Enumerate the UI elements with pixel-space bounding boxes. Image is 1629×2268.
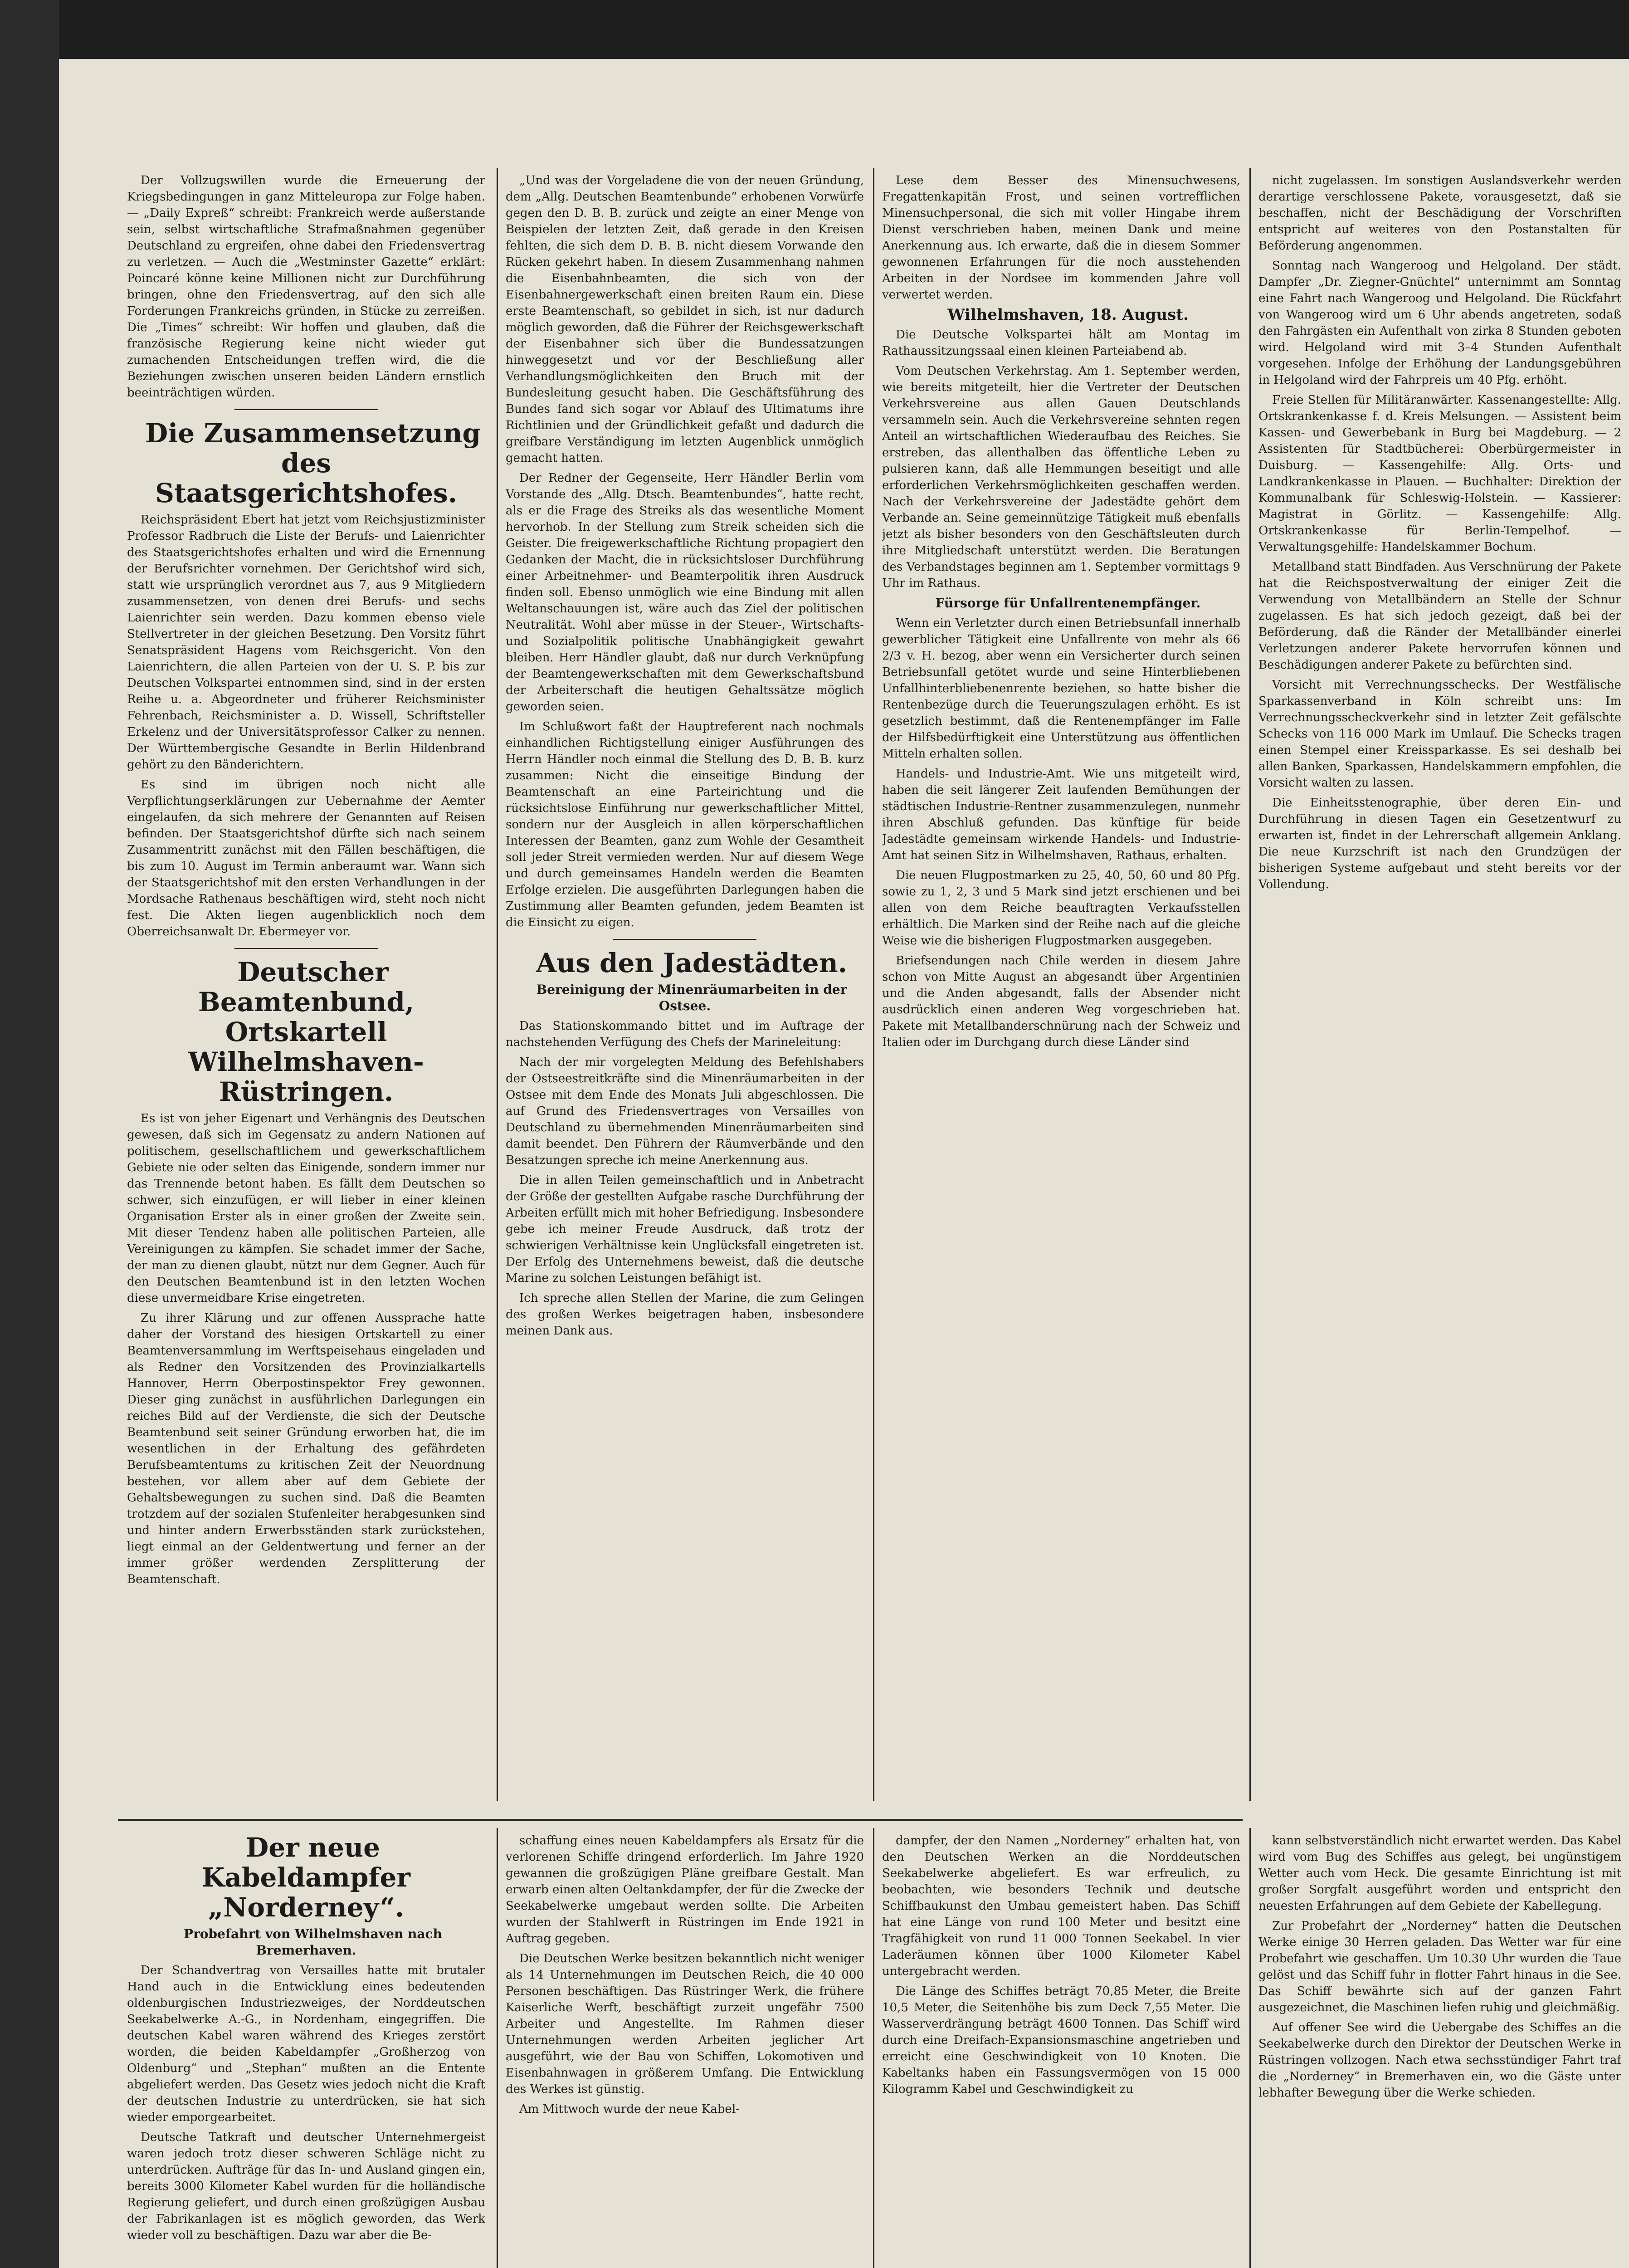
article-text: Briefsendungen nach Chile werden in diesem Jahre schon von Mitte August an abgesandt über Argentinien und die Anden abgesandt, falls der Absender nicht ausdrücklich einen anderen Weg vorgeschrieben hat. Pakete mit Metallbanderschnürung nach der Schweiz und Italien oder im Durchgang durch diese Länder sind	[882, 954, 1240, 1049]
article-text: Der Vollzugswillen wurde die Erneuerung der Kriegsbedingungen in ganz Mitteleuropa zur Folge haben. — „Daily Expreß“ schreibt: Frankreich werde außerstande sein, selbst wirtschaftliche Strafmaßnahmen gegenüber Deutschland zu ergreifen, ohne dabei den Friedensvertrag zu verletzen. — Auch die „Westminster Gazette“ erklärt: Poincaré könne keine Millionen nicht zur Durchführung bringen, ohne den Friedensvertrag, auf den sich alle Forderungen Frankreichs gründen, in Stücke zu zerreißen. Die „Times“ schreibt: Wir hoffen und glauben, daß die französische Regierung keine nicht wieder gut zumachenden Entscheidungen treffen wird, die die Beziehungen zwischen unseren beiden Ländern ernstlich beeinträchtigen würden.	[127, 174, 485, 400]
article-text: Die Länge des Schiffes beträgt 70,85 Meter, die Breite 10,5 Meter, die Seitenhöhe bis zum Deck 7,55 Meter. Die Wasserverdrängung beträgt 4600 Tonnen. Das Schiff wird durch eine Dreifach-Expansionsmaschine angetrieben und erreicht eine Geschwindigkeit von 10 Knoten. Die Kabeltanks haben ein Fassungsvermögen von 15 000 Kilogramm Kabel und Geschwindigkeit zu	[882, 1984, 1240, 2096]
article-text: Vom Deutschen Verkehrstag. Am 1. September werden, wie bereits mitgeteilt, hier die Vertreter der Deutschen Verkehrsvereine aus allen Gauen Deutschlands versammeln sein. Auch die Verkehrsvereine sehnten regen Anteil an wirtschaftlichen Wiederaufbau des Reiches. Sie erstreben, das allenthalben das öffentliche Leben zu pulsieren kann, daß alle Hemmungen beseitigt und alle erforderlichen Verkehrsmöglichkeiten geschaffen werden. Nach der Verkehrsvereine der Jadestädte gehört dem Verbande an. Seine gemeinnützige Tätigkeit muß ebenfalls jetzt als bisher besonders von den Geschäftsleuten durch ihre Mitgliedschaft unterstützt werden. Die Beratungen des Verbandstages beginnen am 1. September vormittags 9 Uhr im Rathaus.	[882, 364, 1240, 590]
article-text: Im Schlußwort faßt der Hauptreferent nach nochmals einhandlichen Richtigstellung einiger Ausführungen des Herrn Händler noch einmal die Stellung des D. B. B. kurz zusammen: Nicht die einseitige Bindung der Beamtenschaft an eine Parteirichtung und die rücksichtslose Einführung nur gewerkschaftlicher Mittel, sondern nur der Ausgleich in allen körperschaftlichen Interessen der Beamten, ganz zum Wohle der Gesamtheit soll jeder Streit vermieden werden. Nur auf diesem Wege und durch gemeinsames Handeln werden die Beamten Erfolge erzielen. Die ausgeführten Darlegungen haben die Zustimmung aller Beamten gefunden, jedem Beamten ist die Einsicht zu eigen.	[506, 720, 864, 929]
subheadline: Fürsorge für Unfallrentenempfänger.	[935, 596, 1201, 611]
article-text: Der Redner der Gegenseite, Herr Händler Berlin vom Vorstande des „Allg. Dtsch. Beamtenbundes“, hatte recht, als er die Frage des Streiks als das wesentliche Moment hervorhob. In der Stellung zum Streik scheiden sich die Geister. Die freigewerkschaftliche Richtung propagiert den Gedanken der Macht, die in rücksichtsloser Durchführung einer Arbeitnehmer- und Beamterpolitik ihren Ausdruck finden soll. Ebenso unmöglich wie eine Bindung mit allen Weltanschauungen ist, wäre auch das Ziel der politischen Neutralität. Wohl aber müsse in der Steuer-, Wirtschafts- und Sozialpolitik politische Unabhängigkeit gewahrt bleiben. Herr Händler glaubt, daß nur durch Verknüpfung der Beamtengewerkschaften mit dem Gewerkschaftsbund der Arbeiterschaft die heutigen Gehaltssätze möglich geworden seien.	[506, 471, 864, 714]
scan-top-border	[0, 0, 1629, 59]
article-text: Der Schandvertrag von Versailles hatte mit brutaler Hand auch in die Entwicklung eines bedeutenden oldenburgischen Industriezweiges, der Norddeutschen Seekabelwerke A.-G., in Nordenham, eingegriffen. Die deutschen Kabel waren während des Krieges zerstört worden, die beiden Kabeldampfer „Großherzog von Oldenburg“ und „Stephan“ mußten an die Entente abgeliefert werden. Das Gesetz wies jedoch nicht die Kraft der deutschen Industrie zu unterdrücken, sie hat sich wieder emporgearbeitet.	[127, 1964, 485, 2124]
column-4	[1258, 172, 1621, 1987]
article-text: Sonntag nach Wangeroog und Helgoland. Der städt. Dampfer „Dr. Ziegner-Gnüchtel“ unternimmt am Sonntag eine Fahrt nach Wangeroog und Helgoland. Die Rückfahrt von Wangeroog wird um 6 Uhr abends angetreten, sodaß den Fahrgästen ein Aufenthalt von zirka 8 Stunden geboten wird. Helgoland wird mit 3–4 Stunden Aufenthalt vorgesehen. Infolge der Erhöhung der Landungsgebühren in Helgoland wird der Fahrpreis um 40 Pfg. erhöht.	[1258, 259, 1621, 387]
dateline: Wilhelmshaven, 18. August.	[947, 306, 1189, 324]
article-text: Wenn ein Verletzter durch einen Betriebsunfall innerhalb gewerblicher Tätigkeit eine Unfallrente von mehr als 66 2/3 v. H. bezog, aber wenn ein Versicherter durch seinen Betriebsunfall getötet wurde und seine Hinterbliebenen Unfallhinterbliebenenrente beziehen, so hatte bisher die Rentenbezüge durch die Teuerungszulagen erhöht. Es ist gesetzlich bestimmt, daß die Rentenempfänger im Falle der Hilfsbedürftigkeit eine Unterstützung aus öffentlichen Mitteln erhalten sollen.	[882, 616, 1240, 761]
headline-beamtenbund: Deutscher Beamtenbund, Ortskartell Wilhelmshaven-Rüstringen.	[188, 957, 424, 1107]
article-text: Die Deutsche Volkspartei hält am Montag im Rathaussitzungssaal einen kleinen Parteiabend ab.	[882, 328, 1240, 358]
bottom-column-3	[882, 1833, 1240, 2268]
subheadline: Probefahrt von Wilhelmshaven nach Bremerhaven.	[184, 1926, 442, 1958]
column-rule	[497, 1828, 498, 2268]
article-text: Zur Probefahrt der „Norderney“ hatten die Deutschen Werke einige 30 Herren geladen. Das Wetter war für eine Probefahrt wie geschaffen. Um 10.30 Uhr wurden die Taue gelöst und das Schiff fuhr in flotter Fahrt hinaus in die See. Das Schiff bewährte sich auf der ganzen Fahrt ausgezeichnet, die Maschinen liefen ruhig und gleichmäßig.	[1258, 1919, 1621, 2014]
article-text: Ich spreche allen Stellen der Marine, die zum Gelingen des großen Werkes beigetragen haben, insbesondere meinen Dank aus.	[506, 1291, 864, 1338]
article-text: Lese dem Besser des Minensuchwesens, Fregattenkapitän Frost, und seinen vortrefflichen Minensuchpersonal, die sich mit voller Hingabe ihrem Dienst verschrieben haben, meinen Dank und meine Anerkennung aus. Ich erwarte, daß die in diesem Sommer gewonnenen Erfahrungen für die noch ausstehenden Arbeiten in der Nordsee im kommenden Jahre voll verwertet werden.	[882, 174, 1240, 302]
separator	[234, 948, 378, 949]
column-rule	[497, 168, 498, 1801]
scan-left-border	[0, 0, 59, 2268]
column-rule	[873, 1828, 874, 2268]
article-text: Vorsicht mit Verrechnungsschecks. Der Westfälische Sparkassenverband in Köln schreibt uns: Im Verrechnungsscheckverkehr sind in letzter Zeit gefälschte Schecks von 116 000 Mark im Umlauf. Die Schecks tragen einen Stempel einer Kreissparkasse. Es sei deshalb bei allen Banken, Sparkassen, Handelskammern empfohlen, die Vorsicht walten zu lassen.	[1258, 678, 1621, 790]
separator	[234, 409, 378, 410]
section-rule	[118, 1819, 1243, 1821]
column-rule	[1249, 1828, 1251, 2268]
article-text: Zu ihrer Klärung und zur offenen Aussprache hatte daher der Vorstand des hiesigen Ortskartell zu einer Beamtenversammlung im Werftspeisehaus eingeladen und als Redner den Vorsitzenden des Provinzialkartells Hannover, Herrn Oberpostinspektor Frey gewonnen. Dieser ging zunächst in ausführlichen Darlegungen ein reiches Bild auf der Verdienste, die sich der Deutsche Beamtenbund seit seiner Gründung erworben hat, die im wesentlichen in der Erhaltung des gefährdeten Berufsbeamtentums zu kritischen Zeit der Neuordnung bestehen, vor allem aber auf dem Gebiete der Gehaltsbewegungen zu suchen sind. Daß die Beamten trotzdem auf der sozialen Stufenleiter herabgesunken sind und hinter andern Erwerbsständen stark zurückstehen, liegt einmal an der Geldentwertung und ferner an der immer größer werdenden Zersplitterung der Beamtenschaft.	[127, 1311, 485, 1586]
article-text: Handels- und Industrie-Amt. Wie uns mitgeteilt wird, haben die seit längerer Zeit laufenden Bemühungen der städtischen Industrie-Rentner zusammenzulegen, nunmehr ihren Abschluß gefunden. Das künftige für beide Jadestädte gemeinsam wirkende Handels- und Industrie-Amt hat seinen Sitz in Wilhelmshaven, Rathaus, erhalten.	[882, 767, 1240, 862]
article-text: Nach der mir vorgelegten Meldung des Befehlshabers der Ostseestreitkräfte sind die Minenräumarbeiten in der Ostsee mit dem Ende des Monats Juli abgeschlossen. Die auf Grund des Friedensvertrages von Versailles von Deutschland zu übernehmenden Minenräumarbeiten sind damit beendet. Den Führern der Räumverbände und den Besatzungen spreche ich meine Anerkennung aus.	[506, 1056, 864, 1167]
article-text: Die Deutschen Werke besitzen bekanntlich nicht weniger als 14 Unternehmungen im Deutschen Reich, die 40 000 Personen beschäftigen. Das Rüstringer Werk, die frühere Kaiserliche Werft, beschäftigt zurzeit ungefähr 7500 Arbeiter und Angestellte. Im Rahmen dieser Unternehmungen werden Arbeiten jeglicher Art ausgeführt, wie der Bau von Schiffen, Lokomotiven und Eisenbahnwagen in größerem Umfang. Die Entwicklung des Werkes ist günstig.	[506, 1952, 864, 2096]
article-text: kann selbstverständlich nicht erwartet werden. Das Kabel wird vom Bug des Schiffes aus gelegt, bei ungünstigem Wetter auch vom Heck. Die gesamte Einrichtung ist mit großer Sorgfalt ausgeführt worden und entspricht den neuesten Erfahrungen auf dem Gebiete der Kabellegung.	[1258, 1834, 1621, 1913]
article-text: Am Mittwoch wurde der neue Kabel-	[519, 2102, 740, 2116]
article-text: „Und was der Vorgeladene die von der neuen Gründung, dem „Allg. Deutschen Beamtenbunde“ erhobenen Vorwürfe gegen den D. B. B. zurück und zeigte an einer Menge von Beispielen der letzten Zeit, daß gerade in den Kreisen fehlten, die sich dem D. B. B. nicht diesem Vorwande den Rücken gekehrt haben. In diesem Zusammenhang nahmen die Eisenbahnbeamten, die sich von der Eisenbahnergewerkschaft einen breiten Raum ein. Diese erste Beamtenschaft, so gebildet in sich, ist nur dadurch möglich geworden, daß die Führer der Reichsgewerkschaft der Eisenbahner sich über die Bundessatzungen hinweggesetzt und vor der Beschließung aller Verhandlungsmöglichkeiten den Bruch mit der Bundesleitung gesucht haben. Die Geschäftsführung des Bundes fand sich sogar vor Ablauf des Ultimatums ihre Richtlinien und der Gründlichkeit gefaßt und dadurch die greifbare Verständigung im letzten Augenblick unmöglich gemacht hatten.	[506, 174, 864, 465]
article-text: Es ist von jeher Eigenart und Verhängnis des Deutschen gewesen, daß sich im Gegensatz zu andern Nationen auf politischem, gesellschaftlichem und gewerkschaftlichem Gebiete nie oder selten das Einigende, sondern immer nur das Trennende betont haben. Es fällt dem Deutschen so schwer, sich einzufügen, er will lieber in einer kleinen Organisation Erster als in einer großen der Zweite sein. Mit dieser Tendenz haben alle politischen Parteien, alle Vereinigungen zu kämpfen. Sie schadet immer der Sache, der man zu dienen glaubt, nützt nur dem Gegner. Auch für den Deutschen Beamtenbund ist in den letzten Wochen diese unvermeidbare Krise eingetreten.	[127, 1112, 485, 1305]
article-text: Die neuen Flugpostmarken zu 25, 40, 50, 60 und 80 Pfg. sowie zu 1, 2, 3 und 5 Mark sind jetzt erschienen und bei allen von dem Reiche beauftragten Verkaufsstellen erhältlich. Die Marken sind der Reihe nach auf die gleiche Weise wie die bisherigen Flugpostmarken ausgegeben.	[882, 869, 1240, 948]
column-rule	[873, 168, 874, 1801]
article-text: Reichspräsident Ebert hat jetzt vom Reichsjustizminister Professor Radbruch die Liste der Berufs- und Laienrichter des Staatsgerichtshofes erhalten und wird die Ernennung der Berufsrichter vornehmen. Der Gerichtshof wird sich, statt wie ursprünglich verordnet aus 7, aus 9 Mitgliedern zusammensetzen, von denen drei Berufs- und sechs Laienrichter sein werden. Dazu kommen ebenso viele Stellvertreter in der gleichen Besetzung. Den Vorsitz führt Senatspräsident Hagens vom Reichsgericht. Von den Laienrichtern, die allen Parteien von der U. S. P. bis zur Deutschen Volkspartei entnommen sind, sind in der ersten Reihe u. a. Abgeordneter und früherer Reichsminister Fehrenbach, Reichsminister a. D. Wissell, Schriftsteller Erkelenz und der Universitätsprofessor Calker zu nennen. Der Württembergische Gesandte in Berlin Hildenbrand gehört zu den Bänderichtern.	[127, 513, 485, 772]
bottom-column-2	[506, 1833, 864, 2268]
column-1	[127, 172, 485, 1810]
article-text: Das Stationskommando bittet und im Auftrage der nachstehenden Verfügung des Chefs der Marineleitung:	[506, 1019, 864, 1049]
article-text: Metallband statt Bindfaden. Aus Verschnürung der Pakete hat die Reichspostverwaltung der einiger Zeit die Verwendung von Metallbändern an Stelle der Schnur zugelassen. Es hat sich jedoch gezeigt, daß bei der Beförderung, daß die Ränder der Metallbänder einerlei Verletzungen anderer Pakete hervorrufen können und Beschädigungen anderer Pakete zu befürchten sind.	[1258, 560, 1621, 672]
headline-jadestaedte: Aus den Jadestädten.	[536, 948, 847, 978]
article-text: nicht zugelassen. Im sonstigen Auslandsverkehr werden derartige verschlossene Pakete, vorausgesetzt, daß sie beschaffen, nicht der Beschädigung der Vorschriften entspricht auf weiteres von den Postanstalten für Beförderung angenommen.	[1258, 174, 1621, 253]
separator	[613, 939, 756, 940]
column-3	[882, 172, 1240, 1810]
bottom-column-1	[127, 1833, 485, 2268]
article-text: Die in allen Teilen gemeinschaftlich und in Anbetracht der Größe der gestellten Aufgabe rasche Durchführung der Arbeiten erfüllt mich mit hoher Befriedigung. Insbesondere gebe ich meiner Freude Ausdruck, daß trotz der schwierigen Verhältnisse kein Unglücksfall eingetreten ist. Der Erfolg des Unternehmens beweist, daß die deutsche Marine zu solchen Leistungen befähigt ist.	[506, 1173, 864, 1285]
article-text: schaffung eines neuen Kabeldampfers als Ersatz für die verlorenen Schiffe dringend erforderlich. Im Jahre 1920 gewannen die großzügigen Pläne greifbare Gestalt. Man erwarb einen alten Oeltankdampfer, der für die Zwecke der Seekabelwerke umgebaut werden sollte. Die Arbeiten wurden der Stahlwerft in Rüstringen im Ende 1921 in Auftrag gegeben.	[506, 1834, 864, 1945]
article-text: Die Einheitsstenographie, über deren Ein- und Durchführung in diesen Tagen ein Gesetzentwurf zu erwarten ist, findet in der Lehrerschaft allgemein Anklang. Die neue Kurzschrift ist nach den Grundzügen der bisherigen Systeme aufgebaut und steht bereits vor der Vollendung.	[1258, 796, 1621, 891]
bottom-column-4	[1258, 1833, 1621, 2268]
subheadline: Bereinigung der Minenräumarbeiten in der Ostsee.	[536, 982, 847, 1013]
article-text: Auf offener See wird die Uebergabe des Schiffes an die Seekabelwerke durch den Direktor der Deutschen Werke in Rüstringen vollzogen. Nach etwa sechsstündiger Fahrt traf die „Norderney“ in Bremerhaven ein, wo die Gäste unter lebhafter Bewegung über die Werke schieden.	[1258, 2021, 1621, 2100]
headline-staatsgerichtshof: Die Zusammensetzung des Staatsgerichtshofes.	[145, 418, 481, 508]
article-text: Freie Stellen für Militäranwärter. Kassenangestellte: Allg. Ortskrankenkasse f. d. Kreis Melsungen. — Assistent beim Kassen- und Gewerbebank in Burg bei Magdeburg. — 2 Assistenten für Stadtbücherei: Oberbürgermeister in Duisburg. — Kassengehilfe: Allg. Orts- und Landkrankenkasse in Plauen. — Buchhalter: Direktion der Kommunalbank für Schleswig-Holstein. — Kassierer: Magistrat in Görlitz. — Kassengehilfe: Allg. Ortskrankenkasse für Berlin-Tempelhof. — Verwaltungsgehilfe: Handelskammer Bochum.	[1258, 393, 1621, 554]
article-text: Deutsche Tatkraft und deutscher Unternehmergeist waren jedoch trotz dieser schweren Schläge nicht zu unterdrücken. Aufträge für das In- und Ausland gingen ein, bereits 3000 Kilometer Kabel wurden für die holländische Regierung geliefert, und durch einen großzügigen Ausbau der Fabrikanlagen ist es möglich geworden, das Werk wieder voll zu beschäftigen. Dazu war aber die Be-	[127, 2131, 485, 2242]
column-rule	[1249, 168, 1251, 1801]
headline-kabeldampfer: Der neue Kabeldampfer „Norderney“.	[202, 1833, 410, 1923]
newspaper-page	[59, 59, 1629, 2268]
column-2	[506, 172, 864, 1810]
article-text: dampfer, der den Namen „Norderney“ erhalten hat, von den Deutschen Werken an die Norddeutschen Seekabelwerke abgeliefert. Es war erfreulich, zu beobachten, wie besonders Technik und deutsche Schiffbaukunst den Umbau gemeistert haben. Das Schiff hat eine Länge von rund 100 Meter und besitzt eine Tragfähigkeit von rund 11 000 Tonnen Seekabel. In vier Laderäumen können über 1000 Kilometer Kabel untergebracht werden.	[882, 1834, 1240, 1978]
article-text: Es sind im übrigen noch nicht alle Verpflichtungserklärungen zur Uebernahme der Aemter eingelaufen, da sich mehrere der Genannten auf Reisen befinden. Der Staatsgerichtshof dürfte sich nach seinem Zusammentritt zunächst mit den Fällen beschäftigen, die bis zum 10. August im Termin anberaumt war. Wann sich der Staatsgerichtshof mit den ersten Verhandlungen in der Mordsache Rathenaus beschäftigen wird, steht noch nicht fest. Die Akten liegen augenblicklich noch dem Oberreichsanwalt Dr. Ebermeyer vor.	[127, 778, 485, 938]
